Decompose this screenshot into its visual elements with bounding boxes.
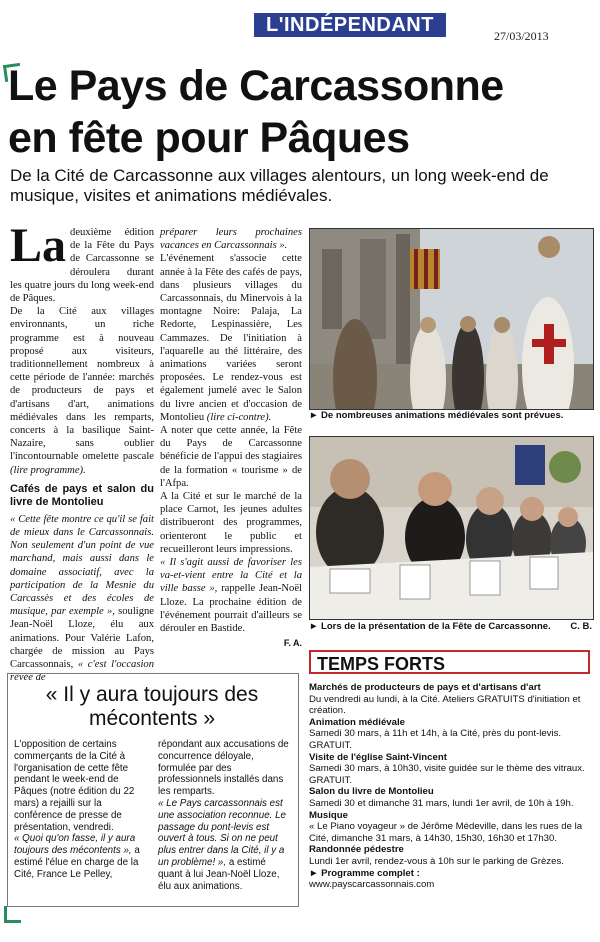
paragraph: « Le Pays carcassonnais est une association reconnue. Le passage du pont-levis est ouvert à tous. Si on ne peut plus entrer dans la Cité, il y a un problème! », a estimé quant à lui Jean-Noël Lloze, élu aux animations. (158, 797, 286, 892)
temps-forts-header: TEMPS FORTS (309, 650, 590, 674)
sidebar-column-1 (14, 739, 146, 881)
event-title: Visite de l'église Saint-Vincent (309, 751, 447, 763)
photo-press-conference-image (310, 437, 593, 619)
article-column-2 (160, 226, 302, 651)
paragraph: De la Cité aux villages environnants, un riche programme est à nouveau proposé aux visiteurs, traditionnellement nombreux à cette période de l'année: marchés de producteurs de pays et d'artisans d'art, animations médiévales dans les remparts, concerts à la basilique Saint-Nazaire, sans oublier l'incontournable omelette pascale (lire programme). (10, 306, 154, 476)
photo-medieval-parade (309, 228, 594, 410)
author-signature: F. A. (283, 638, 302, 649)
photo-press-conference (309, 436, 594, 620)
program-url: www.payscarcassonnais.com (309, 879, 435, 891)
event-detail: Samedi 30 et dimanche 31 mars, lundi 1er avril, de 10h à 19h. (309, 797, 574, 809)
drop-cap: La (10, 219, 67, 272)
photo-caption: ► De nombreuses animations médiévales sont prévues. (309, 410, 564, 421)
event-title: Musique (309, 809, 348, 821)
publication-date: 27/03/2013 (494, 29, 549, 43)
event-detail: « Le Piano voyageur » de Jérôme Médeville, dans les rues de la Cité, dimanche 31 mars, à 14h30, 15h30, 16h30 et 17h30. (309, 821, 583, 844)
event-title: Salon du livre de Montolieu (309, 786, 434, 798)
paragraph: A la Cité et sur le marché de la place Carnot, les jeunes adultes distribueront des programmes, orienteront le public et recueilleront leurs impressions. (160, 491, 302, 555)
photo-credit: C. B. (570, 621, 592, 632)
pull-quote: « Il y aura toujours des mécontents » (45, 683, 259, 730)
paragraph: répondant aux accusations de concurrence déloyale, formulée par des professionnels installés dans les remparts. (158, 739, 289, 798)
photo-caption: ► Lors de la présentation de la Fête de Carcassonne. C. B. (309, 621, 592, 632)
standfirst: De la Cité de Carcassonne aux villages alentours, un long week-end de musique, visites et animations médiévales. (10, 166, 549, 205)
sidebar-column-2 (158, 739, 290, 892)
article-column-1 (10, 219, 155, 685)
event-detail: Samedi 30 mars, à 11h et 14h, à la Cité, près du pont-levis. GRATUIT. (309, 728, 562, 751)
event-detail: Lundi 1er avril, rendez-vous à 10h sur le parking de Grèzes. (309, 855, 564, 867)
paragraph: La deuxième édition de la Fête du Pays de Carcassonne se déroulera durant les quatre jours du long week-end de Pâques. (10, 219, 154, 305)
caption-arrow-icon: ► (309, 621, 319, 632)
masthead-logo: L'INDÉPENDANT (254, 13, 446, 37)
photo-medieval-parade-image (310, 229, 593, 409)
corner-mark-bottom-left (4, 906, 21, 923)
paragraph: « Il s'agit aussi de favoriser les va-et-vient entre la Cité et la ville basse », rappelle Jean-Noël Lloze. La prochaine édition de l'événement pourrait d'ailleurs se dérouler en Bastide. (160, 557, 302, 635)
event-title: Randonnée pédestre (309, 844, 404, 856)
section-subhead: Cafés de pays et salon du livre de Montolieu (10, 482, 154, 508)
headline-line-2: en fête pour Pâques (8, 114, 410, 162)
event-title: Animation médiévale (309, 716, 405, 728)
paragraph: L'événement s'associe cette année à la Fête des cafés de pays, dans plusieurs villages du Carcassonnais, du Minervois à la montagne Noire: Palaja, La Redorte, Lespinassière, Les Cammazes. De l'initiation à l'aquarelle au thé littéraire, des animations variées seront proposées. Le rendez-vous est également jumelé avec le Salon du livre ancien et d'occasion de Montolieu (lire ci-contre). (160, 253, 302, 423)
paragraph: A noter que cette année, la Fête du Pays de Carcassonne bénéficie de l'appui des stagiaires de la formation « tourisme » de l'Afpa. (160, 425, 302, 489)
headline-line-1: Le Pays de Carcassonne (8, 62, 504, 110)
paragraph: L'opposition de certains commerçants de la Cité à l'organisation de cette fête pendant le week-end de Pâques (notre édition du 22 mars) a rejailli sur la conférence de presse de présentation, vendredi. (14, 739, 135, 833)
event-title: Marchés de producteurs de pays et d'artisans d'art (309, 682, 541, 693)
paragraph: « Quoi qu'on fasse, il y aura toujours des mécontents », a estimé l'élue en charge de la Cité, France Le Pelley, (14, 833, 140, 880)
event-detail: Samedi 30 mars, à 10h30, visite guidée sur le thème des vitraux. GRATUIT. (309, 763, 585, 786)
caption-arrow-icon: ► (309, 410, 319, 421)
temps-forts-list (309, 682, 594, 891)
headline (8, 60, 588, 164)
paragraph: préparer leurs prochaines vacances en Carcassonnais ». (160, 227, 302, 252)
program-label: ► Programme complet : (309, 867, 420, 879)
event-detail: Du vendredi au lundi, à la Cité. Ateliers GRATUITS d'initiation et création. (309, 693, 581, 717)
paragraph: « Cette fête montre ce qu'il se fait de mieux dans le Carcassonnais. Non seulement d'un point de vue marchand, mais aussi dans le domaine associatif, avec la participation de la Mesnie du Carcassès et des écoles de musique, par exemple », souligne Jean-Noël Lloze, élu aux animations. Pour Valérie Lafon, chargée de mission au Pays Carcassonnais, « c'est l'occasion rêvée de (10, 513, 155, 684)
